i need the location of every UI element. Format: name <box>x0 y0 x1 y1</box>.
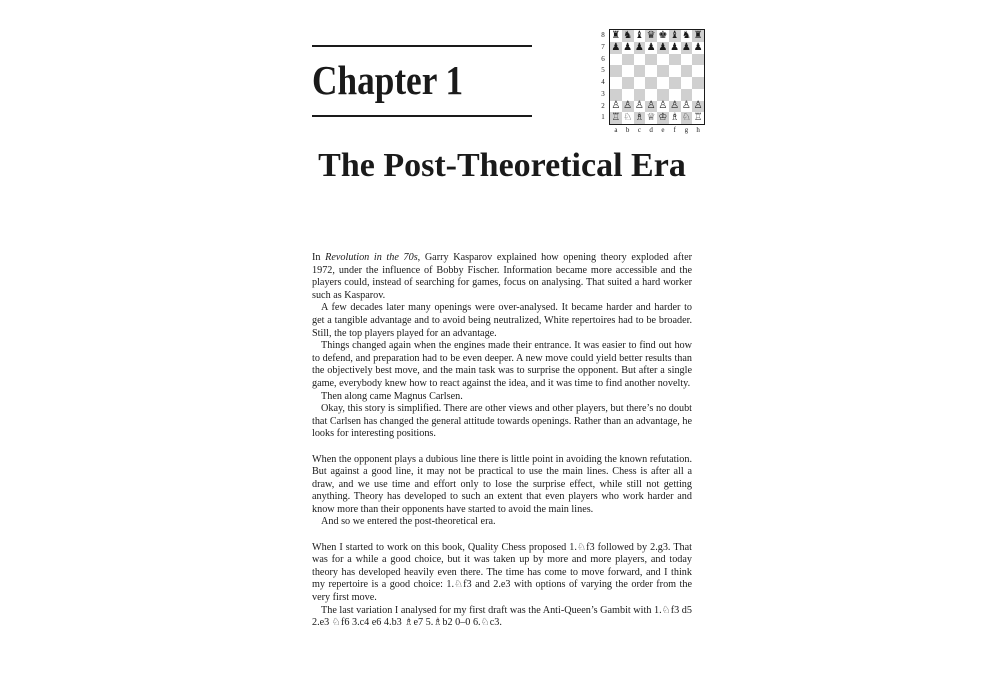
paragraph: The last variation I analysed for my first draft was the Anti-Queen’s Gambit with 1.♘f3 d5 2.e3 ♘f6 3.c4 e6 4.b3 ♗e7 5.♗b2 0–0 6.♘c3. <box>312 604 692 629</box>
square-h2: ♙ <box>693 100 703 112</box>
file-label-b: b <box>625 126 630 134</box>
paragraph: Then along came Magnus Carlsen. <box>321 390 463 402</box>
square-d7: ♟ <box>646 41 656 53</box>
square-h3 <box>692 89 704 101</box>
file-label-a: a <box>614 126 618 134</box>
square-c5 <box>634 65 646 77</box>
square-d4 <box>645 77 657 89</box>
square-d5 <box>645 65 657 77</box>
square-h1: ♖ <box>693 112 703 124</box>
rank-label-3: 3 <box>601 89 605 98</box>
square-d8: ♛ <box>646 29 656 41</box>
square-g8: ♞ <box>681 29 691 41</box>
square-b1: ♘ <box>623 112 633 124</box>
square-e8: ♚ <box>658 29 668 41</box>
square-h7: ♟ <box>693 41 703 53</box>
square-c8: ♝ <box>634 29 644 41</box>
square-g4 <box>681 77 693 89</box>
square-b2: ♙ <box>623 100 633 112</box>
square-f4 <box>669 77 681 89</box>
square-e3 <box>657 89 669 101</box>
square-b8: ♞ <box>623 29 633 41</box>
square-h4 <box>692 77 704 89</box>
paragraph: Okay, this story is simplified. There are other views and other players, but there’s no doubt that Carlsen has changed the general attitude towards openings. Rather than an advantage, he looks for interesting positions. <box>312 403 692 440</box>
file-label-h: h <box>696 126 700 134</box>
chapter-number: Chapter 1 <box>312 57 464 103</box>
paragraph: When I started to work on this book, Quality Chess proposed 1.♘f3 followed by 2.g3. That was for a while a good choice, but it was taken up by more and more players, and today theory has developed heavily even there. The time has come to move forward, and I think my repertoire is a good choice: 1.♘f3 and 2.e3 with options of varying the order from the very first move. <box>312 541 692 604</box>
square-a4 <box>610 77 622 89</box>
square-c4 <box>634 77 646 89</box>
chess-board <box>609 29 705 125</box>
square-h5 <box>692 65 704 77</box>
square-g6 <box>681 54 693 66</box>
file-label-g: g <box>684 126 689 134</box>
square-a8: ♜ <box>611 29 621 41</box>
square-e1: ♔ <box>658 112 668 124</box>
file-labels <box>610 126 704 134</box>
rank-label-7: 7 <box>601 42 605 51</box>
square-g2: ♙ <box>681 100 691 112</box>
rank-label-8: 8 <box>601 31 605 39</box>
rank-label-1: 1 <box>601 113 605 122</box>
square-b4 <box>622 77 634 89</box>
square-b5 <box>622 65 634 77</box>
square-a5 <box>610 65 622 77</box>
body-text <box>312 252 692 630</box>
square-g3 <box>681 89 693 101</box>
square-g5 <box>681 65 693 77</box>
square-d1: ♕ <box>646 112 656 124</box>
square-f3 <box>669 89 681 101</box>
paragraph: Things changed again when the engines made their entrance. It was easier to find out how to defend, and preparation had to be even deeper. A new move could yield better results than the objectively best move, and the main task was to surprise the opponent. But after a single game, everybody knew how to react against the idea, and it was time to find another novelty. <box>312 340 692 389</box>
square-a6 <box>610 54 622 66</box>
square-c1: ♗ <box>634 112 644 124</box>
rank-label-6: 6 <box>601 54 605 63</box>
chess-diagram <box>598 28 710 140</box>
square-h6 <box>692 54 704 66</box>
square-c7: ♟ <box>634 41 644 53</box>
file-label-f: f <box>673 126 676 134</box>
square-b7: ♟ <box>623 41 633 53</box>
square-e5 <box>657 65 669 77</box>
square-g7: ♟ <box>681 41 691 53</box>
square-e7: ♟ <box>658 41 668 53</box>
rank-label-2: 2 <box>601 101 605 110</box>
paragraph: In Revolution in the 70s, Garry Kasparov explained how opening theory exploded after 1972, under the influence of Bobby Fischer. Information became more accessible and the players could, instead of searching for games, focus on analysing. That suited a hard worker such as Kasparov. <box>312 252 692 301</box>
rank-label-4: 4 <box>601 78 605 86</box>
file-label-d: d <box>649 126 653 134</box>
square-a7: ♟ <box>611 41 621 53</box>
square-c6 <box>634 54 646 66</box>
paragraph: When the opponent plays a dubious line there is little point in avoiding the known refutation. But against a good line, it may not be practical to use the main lines. Chess is after all a draw, and we use time and effort only to lose the surprise effect, while still not getting anything. Theory has developed to such an extent that even players who work harder and know more than their opponents have started to avoid the main lines. <box>312 453 692 515</box>
square-c3 <box>634 89 646 101</box>
square-c2: ♙ <box>634 100 644 112</box>
chapter-top-rule <box>312 45 532 47</box>
square-a2: ♙ <box>611 100 621 112</box>
square-f5 <box>669 65 681 77</box>
file-label-c: c <box>637 126 641 134</box>
square-d6 <box>645 54 657 66</box>
square-d3 <box>645 89 657 101</box>
square-a1: ♖ <box>611 112 621 124</box>
square-d2: ♙ <box>646 100 656 112</box>
square-f6 <box>669 54 681 66</box>
paragraph: And so we entered the post-theoretical era. <box>321 516 496 528</box>
square-b6 <box>622 54 634 66</box>
square-e4 <box>657 77 669 89</box>
square-e6 <box>657 54 669 66</box>
chapter-bottom-rule <box>312 115 532 117</box>
chapter-title: The Post-Theoretical Era <box>318 147 686 184</box>
square-a3 <box>610 89 622 101</box>
square-h8: ♜ <box>693 29 703 41</box>
square-b3 <box>622 89 634 101</box>
square-e2: ♙ <box>658 100 668 112</box>
square-f8: ♝ <box>670 29 680 41</box>
file-label-e: e <box>661 126 665 134</box>
square-f2: ♙ <box>670 100 680 112</box>
square-f1: ♗ <box>670 112 680 124</box>
paragraph: A few decades later many openings were over-analysed. It became harder and harder to get a tangible advantage and to avoid being neutralized, White repertoires had to be broader. Still, the top players played for an advantage. <box>312 302 692 339</box>
square-g1: ♘ <box>681 112 691 124</box>
square-f7: ♟ <box>670 41 680 53</box>
rank-label-5: 5 <box>601 66 605 75</box>
